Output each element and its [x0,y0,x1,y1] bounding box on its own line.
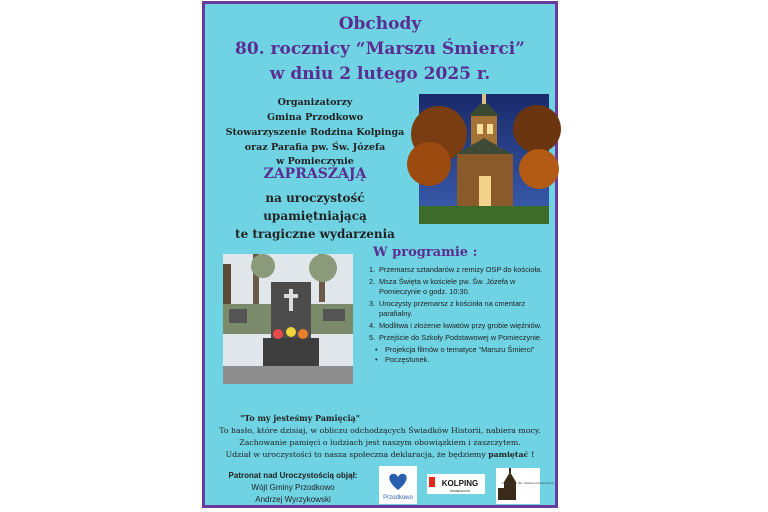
program-item-text: Msza Święta w kościele pw. Św. Józefa w Pomieczynie o godz. 10:30. [379,277,516,296]
program-subitem [369,345,557,355]
patron-line: Andrzej Wyrzykowski [255,495,331,504]
przodkowo-logo-text: Przodkowo [383,495,413,501]
paragraph-line: To hasło, które dzisiaj, w obliczu odchodzących Świadków Historii, nabiera mocy. [219,426,541,435]
closing-paragraph [211,425,549,461]
kolping-logo [427,474,485,494]
program-item-text: Przemarsz sztandarów z remizy OSP do kościoła. [379,265,543,274]
program-item [369,277,557,297]
program-item-number: 2. [369,277,376,286]
parish-logo [496,468,554,504]
church-illustration [419,94,549,224]
paragraph-line: Zachowanie pamięci o ludziach jest naszym obowiązkiem i zaszczytem. [239,438,521,447]
paragraph-line [211,449,549,461]
title-line-2: 80. rocznicy “Marszu Śmierci” [235,39,525,59]
program-item-number: 3. [369,299,376,308]
title-line-3: w dniu 2 lutego 2025 r. [269,64,491,84]
organizers-heading: Organizatorzy [277,97,353,108]
program-item [369,299,557,319]
patronage [213,470,373,506]
patron-line: Wójt Gminy Przodkowo [251,483,335,492]
organizer-line: Gmina Przodkowo [266,112,364,123]
program-item-text: Uroczysty przemarsz z kościoła na cmentarz parafialny. [379,299,526,318]
program-heading: W programie : [373,245,478,260]
przodkowo-logo [379,466,417,504]
program-item-number: 4. [369,321,376,330]
church-photo [419,94,549,224]
organizer-line: Stowarzyszenie Rodzina Kolpinga [225,127,405,138]
paragraph-text: Udział w uroczystości to nasza społeczna deklaracja, że będziemy [225,450,486,459]
program-item-text: Przejście do Szkoły Podstawowej w Pomieczynie. [379,333,543,342]
program-subitem-text: Poczęstunek. [385,355,430,364]
organizer-line: w Pomieczynie [276,156,354,167]
bullet-icon: • [375,345,378,354]
poster [202,1,558,508]
invite-line: te tragiczne wydarzenia [235,227,395,241]
bullet-icon: • [375,355,378,364]
program-subitem-text: Projekcja filmów o tematyce “Marszu Śmierci” [385,345,535,354]
motto: "To my jesteśmy Pamięcią" [240,413,360,423]
church-icon [496,468,554,504]
program-item-text: Modlitwa i złożenie kwiatów przy grobie więźniów. [379,321,542,330]
kolping-mark [427,474,485,494]
program-item [369,321,557,331]
parish-logo-text: Parafia pw. Św. Józefa w Pomieczynie [502,481,554,485]
invite-heading: ZAPRASZAJĄ [263,166,367,182]
invite-line: upamiętniającą [263,209,367,223]
program-item [369,333,557,343]
kolping-logo-subtext: POMIECZYNO [449,489,471,493]
program-item [369,265,557,275]
kolping-logo-text: KOLPING [441,479,479,488]
invite-line: na uroczystość [265,191,365,205]
program-subitem [369,355,557,365]
cemetery-photo [223,254,353,384]
patronage-heading: Patronat nad Uroczystością objął: [228,471,358,480]
heart-icon [379,466,417,504]
organizer-line: oraz Parafia pw. Św. Józefa [244,142,386,153]
program-item-number: 1. [369,265,376,274]
program-list [369,265,557,365]
paragraph-emphasis: pamiętać ! [488,450,535,459]
title-line-1: Obchody [338,14,422,34]
program-item-number: 5. [369,333,376,342]
invite-text [215,189,415,243]
cemetery-illustration [223,254,353,384]
